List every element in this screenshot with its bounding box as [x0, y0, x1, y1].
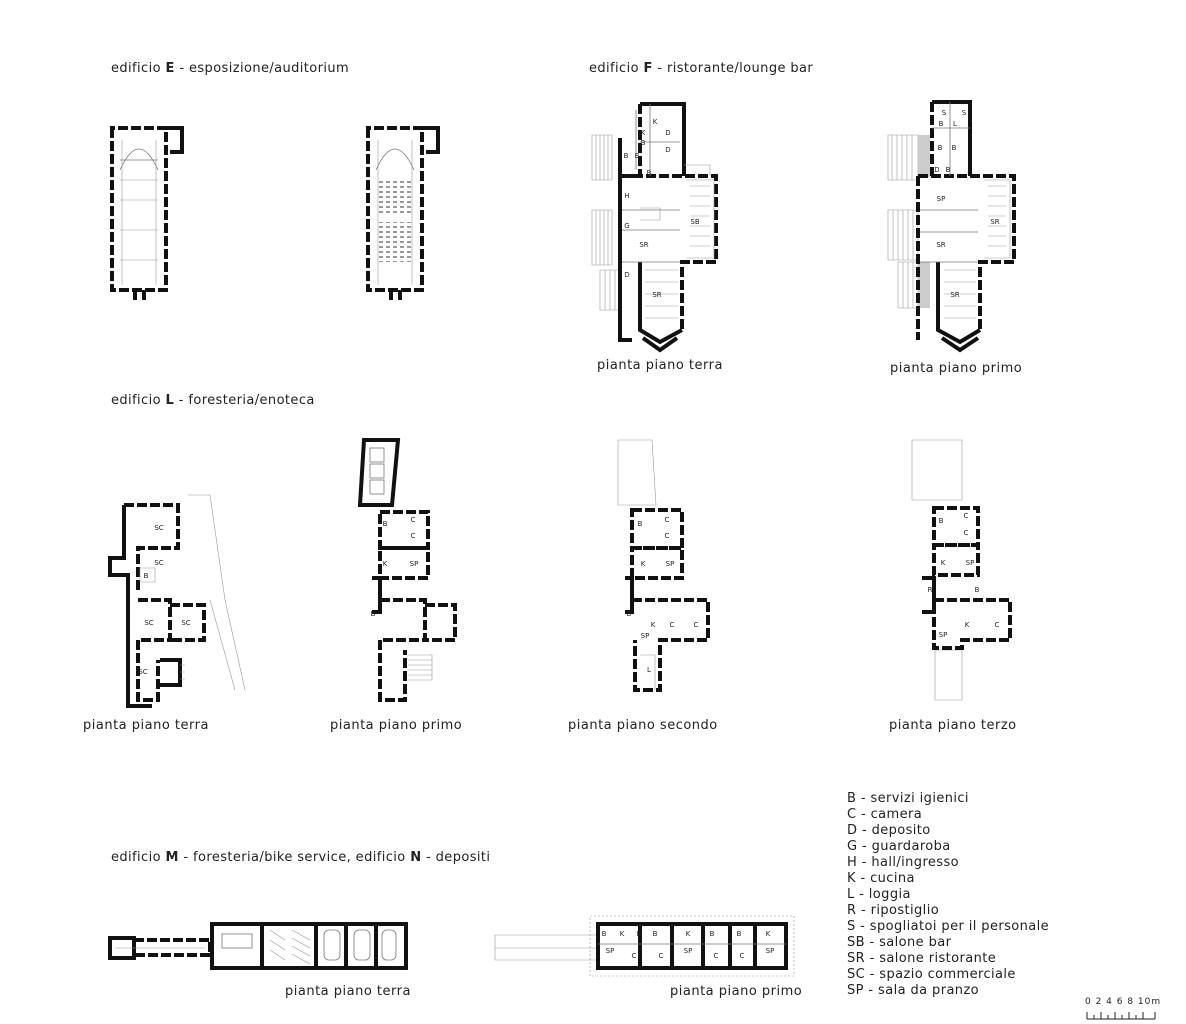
plan-mn-first — [495, 916, 794, 976]
room-label: C — [994, 621, 1000, 629]
room-label: SP — [605, 947, 615, 955]
plan-l-third — [912, 440, 1010, 700]
caption-f-first: pianta piano primo — [890, 361, 1023, 376]
room-label: B — [634, 152, 640, 160]
room-label: B — [601, 930, 607, 938]
room-label: B — [640, 139, 646, 147]
room-label: C — [664, 532, 670, 540]
legend-entry: SB - salone bar — [847, 935, 952, 950]
caption-l-second: pianta piano secondo — [568, 718, 718, 733]
room-label: SB — [690, 218, 700, 226]
legend-entry: SR - salone ristorante — [847, 951, 997, 966]
room-label: SC — [144, 619, 154, 627]
caption-mn-first: pianta piano primo — [670, 984, 803, 999]
room-label: B — [370, 610, 376, 618]
room-label: SC — [138, 668, 148, 676]
room-label: B — [626, 610, 632, 618]
plan-f-ground — [592, 104, 716, 350]
room-label: B — [143, 572, 149, 580]
room-label: B — [938, 517, 944, 525]
caption-f-ground: pianta piano terra — [597, 358, 723, 373]
room-label: L — [647, 666, 651, 674]
room-label: B — [951, 144, 957, 152]
room-label: K — [640, 129, 646, 137]
room-label: K — [640, 560, 646, 568]
legend-entry: H - hall/ingresso — [847, 855, 959, 870]
room-label: SP — [409, 560, 419, 568]
caption-mn-ground: pianta piano terra — [285, 984, 411, 999]
room-label: B — [709, 930, 715, 938]
plan-e-ground — [112, 128, 182, 300]
room-label: K — [685, 930, 691, 938]
title-building-e: edificio E - esposizione/auditorium — [111, 61, 350, 76]
room-label: SC — [154, 524, 164, 532]
room-label: SP — [640, 632, 650, 640]
scale-bar-label: 0 2 4 6 8 10m — [1085, 997, 1162, 1007]
room-label: SP — [765, 947, 775, 955]
caption-l-third: pianta piano terzo — [889, 718, 1017, 733]
room-label: K — [964, 621, 970, 629]
room-label: B — [938, 120, 944, 128]
plan-l-second — [618, 440, 708, 690]
room-label: G — [624, 222, 630, 230]
room-label: C — [963, 529, 969, 537]
room-label: SP — [665, 560, 675, 568]
room-label: B — [937, 144, 943, 152]
room-label: B — [652, 930, 658, 938]
room-label: L — [953, 120, 957, 128]
plan-e-auditorium — [368, 128, 438, 300]
legend-entry: G - guardaroba — [847, 839, 951, 854]
room-label: C — [713, 952, 719, 960]
room-label: C — [658, 952, 664, 960]
room-label: B — [945, 166, 951, 174]
room-label: S — [941, 109, 947, 117]
room-label: B — [623, 152, 629, 160]
room-label: D — [624, 271, 630, 279]
room-label: K — [765, 930, 771, 938]
title-building-l: edificio L - foresteria/enoteca — [111, 393, 315, 408]
legend-entry: B - servizi igienici — [847, 791, 969, 806]
room-label: K — [382, 560, 388, 568]
room-label: SC — [181, 619, 191, 627]
legend-entry: L - loggia — [847, 887, 911, 902]
room-label: K — [652, 118, 658, 126]
room-label: S — [961, 109, 967, 117]
plan-f-first — [888, 102, 1014, 350]
room-label: B — [974, 586, 980, 594]
room-label: H — [624, 192, 630, 200]
room-label: SP — [965, 559, 975, 567]
legend-entry: R - ripostiglio — [847, 903, 940, 918]
room-label: SP — [938, 631, 948, 639]
room-label: SR — [936, 241, 946, 249]
room-label: C — [963, 512, 969, 520]
room-label: SC — [154, 559, 164, 567]
legend-entry: SP - sala da pranzo — [847, 983, 980, 998]
caption-l-first: pianta piano primo — [330, 718, 463, 733]
room-label: K — [940, 559, 946, 567]
room-label: SP — [936, 195, 946, 203]
room-label: SP — [683, 947, 693, 955]
legend-entry: SC - spazio commerciale — [847, 967, 1016, 982]
room-label: D — [665, 146, 671, 154]
plan-l-first — [360, 440, 455, 700]
room-label: K — [650, 621, 656, 629]
title-building-f: edificio F - ristorante/lounge bar — [589, 61, 814, 76]
room-label: B — [736, 930, 742, 938]
room-label: C — [669, 621, 675, 629]
room-label: SR — [990, 218, 1000, 226]
room-label: B — [382, 520, 388, 528]
room-label: R — [927, 586, 933, 594]
plan-mn-ground — [110, 924, 406, 968]
legend-entry: K - cucina — [847, 871, 915, 886]
room-label: C — [410, 516, 416, 524]
title-building-m-n: edificio M - foresteria/bike service, edificio N - depositi — [111, 850, 491, 865]
caption-l-ground: pianta piano terra — [83, 718, 209, 733]
room-label: SR — [652, 291, 662, 299]
legend-entry: S - spogliatoi per il personale — [847, 919, 1050, 934]
room-label: D — [934, 166, 940, 174]
plan-l-ground — [110, 495, 245, 706]
legend-entry: D - deposito — [847, 823, 931, 838]
room-label: C — [664, 516, 670, 524]
room-label: B — [636, 930, 642, 938]
room-label: C — [631, 952, 637, 960]
room-label: SR — [950, 291, 960, 299]
room-label: B — [646, 169, 652, 177]
room-label: D — [665, 129, 671, 137]
room-label: C — [739, 952, 745, 960]
legend-entry: C - camera — [847, 807, 923, 822]
room-label: K — [619, 930, 625, 938]
room-label: C — [410, 532, 416, 540]
room-label: B — [637, 520, 643, 528]
room-label: SR — [639, 241, 649, 249]
room-label: C — [693, 621, 699, 629]
